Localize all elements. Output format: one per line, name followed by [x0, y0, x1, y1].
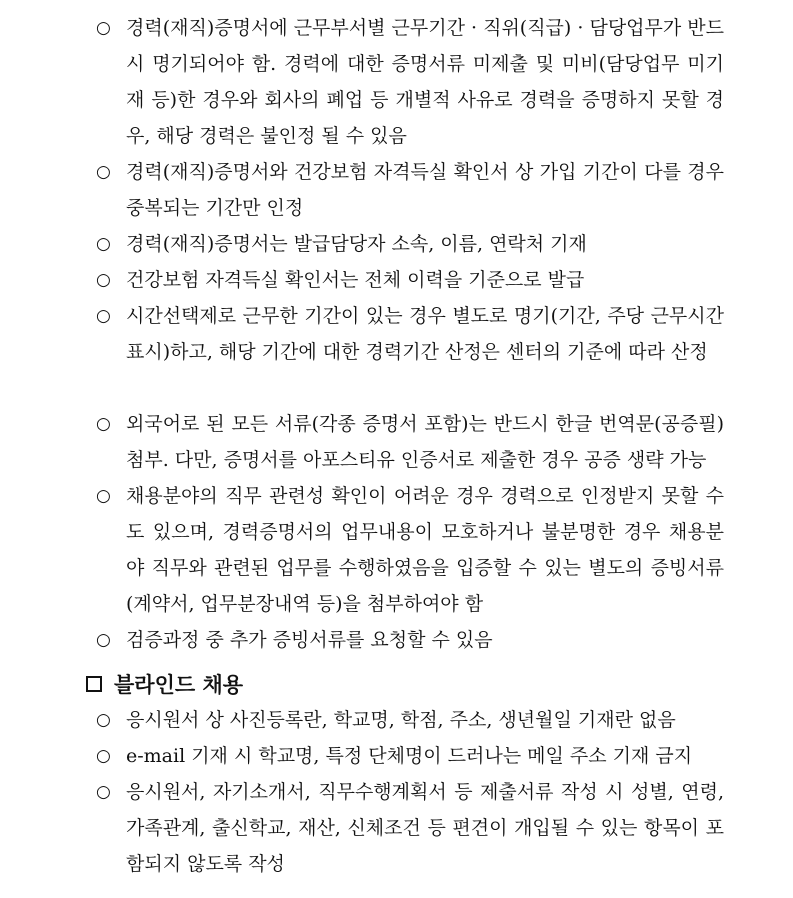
- section-heading: [86, 666, 243, 702]
- circle-bullet-icon: ○: [96, 270, 111, 290]
- list-item: [96, 478, 724, 622]
- circle-bullet-icon: ○: [96, 710, 111, 730]
- list-item: [96, 622, 724, 658]
- list-item: [96, 10, 724, 154]
- circle-bullet-icon: ○: [96, 306, 111, 326]
- list-item-text: 경력(재직)증명서에 근무부서별 근무기간 · 직위(직급) · 담당업무가 반드시 명기되어야 함. 경력에 대한 증명서류 미제출 및 미비(담당업무 미기재 등)한 경우와 회사의 폐업 등 개별적 사유로 경력을 증명하지 못할 경우, 해당 경력은 불인정 될 수 있음: [126, 17, 724, 147]
- section-title: 블라인드 채용: [114, 673, 244, 697]
- list-item-text: 검증과정 중 추가 증빙서류를 요청할 수 있음: [126, 629, 493, 651]
- list-item-text: 경력(재직)증명서와 건강보험 자격득실 확인서 상 가입 기간이 다를 경우 중복되는 기간만 인정: [126, 161, 724, 219]
- list-item-text: 응시원서 상 사진등록란, 학교명, 학점, 주소, 생년월일 기재란 없음: [126, 709, 676, 731]
- circle-bullet-icon: ○: [96, 162, 111, 182]
- circle-bullet-icon: ○: [96, 486, 111, 506]
- circle-bullet-icon: ○: [96, 18, 111, 38]
- list-item: [96, 262, 724, 298]
- circle-bullet-icon: ○: [96, 782, 111, 802]
- list-item-text: 외국어로 된 모든 서류(각종 증명서 포함)는 반드시 한글 번역문(공증필) 첨부. 다만, 증명서를 아포스티유 인증서로 제출한 경우 공증 생략 가능: [126, 413, 724, 471]
- list-item-text: 응시원서, 자기소개서, 직무수행계획서 등 제출서류 작성 시 성별, 연령, 가족관계, 출신학교, 재산, 신체조건 등 편견이 개입될 수 있는 항목이 포함되지 않도록 작성: [126, 781, 724, 875]
- list-item-text: e-mail 기재 시 학교명, 특정 단체명이 드러나는 메일 주소 기재 금지: [126, 745, 693, 767]
- list-item: [96, 738, 724, 774]
- list-item: [96, 226, 724, 262]
- list-item: [96, 702, 724, 738]
- square-box-icon: [86, 676, 102, 692]
- list-item: [96, 774, 724, 882]
- list-item-text: 채용분야의 직무 관련성 확인이 어려운 경우 경력으로 인정받지 못할 수도 있으며, 경력증명서의 업무내용이 모호하거나 불분명한 경우 채용분야 직무와 관련된 업무를 수행하였음을 입증할 수 있는 별도의 증빙서류(계약서, 업무분장내역 등)을 첨부하여야 함: [126, 485, 724, 615]
- list-item: [96, 298, 724, 370]
- list-item-text: 건강보험 자격득실 확인서는 전체 이력을 기준으로 발급: [126, 269, 585, 291]
- circle-bullet-icon: ○: [96, 414, 111, 434]
- list-item: [96, 406, 724, 478]
- circle-bullet-icon: ○: [96, 234, 111, 254]
- list-item-text: 시간선택제로 근무한 기간이 있는 경우 별도로 명기(기간, 주당 근무시간 표시)하고, 해당 기간에 대한 경력기간 산정은 센터의 기준에 따라 산정: [126, 305, 724, 363]
- list-item: [96, 154, 724, 226]
- circle-bullet-icon: ○: [96, 630, 111, 650]
- circle-bullet-icon: ○: [96, 746, 111, 766]
- list-item-text: 경력(재직)증명서는 발급담당자 소속, 이름, 연락처 기재: [126, 233, 587, 255]
